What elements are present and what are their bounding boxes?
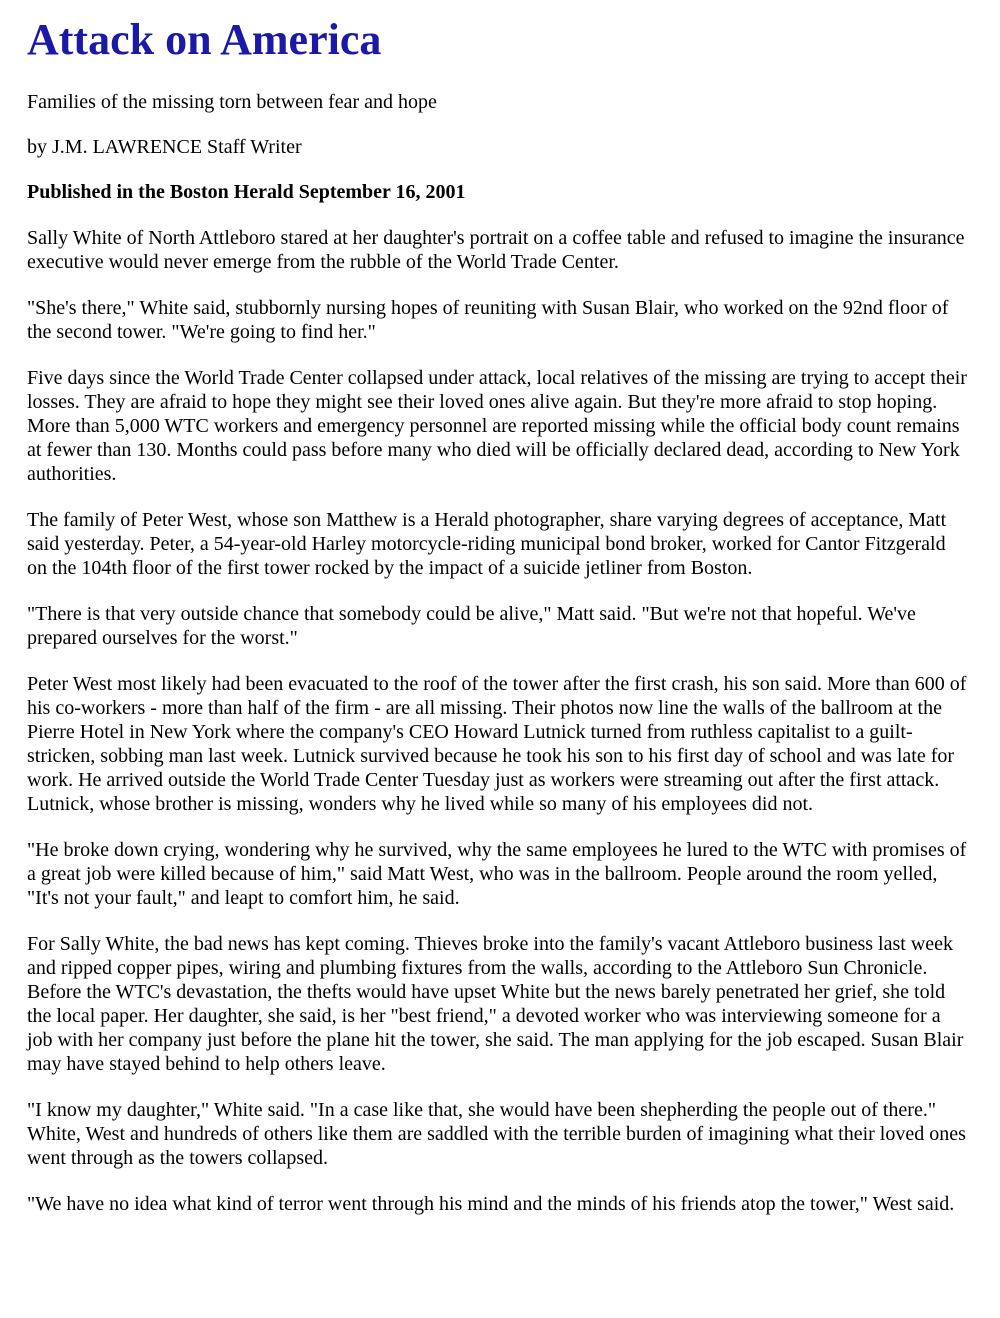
article	[27, 0, 967, 1216]
article-paragraph: "She's there," White said, stubbornly nursing hopes of reuniting with Susan Blair, who worked on the 92nd floor of the second tower. "We're going to find her."	[27, 297, 949, 343]
article-paragraph: "There is that very outside chance that somebody could be alive," Matt said. "But we're not that hopeful. We've prepared ourselves for the worst."	[27, 603, 916, 649]
article-byline: by J.M. LAWRENCE Staff Writer	[27, 136, 302, 158]
article-paragraph: Sally White of North Attleboro stared at her daughter's portrait on a coffee table and refused to imagine the insurance executive would never emerge from the rubble of the World Trade Center.	[27, 227, 965, 273]
article-paragraph: "He broke down crying, wondering why he survived, why the same employees he lured to the WTC with promises of a great job were killed because of him," said Matt West, who was in the ballroom. People around the room yelled, "It's not your fault," and leapt to comfort him, he said.	[27, 839, 967, 909]
publication-line: Published in the Boston Herald September 16, 2001	[27, 181, 466, 203]
article-paragraph: The family of Peter West, whose son Matthew is a Herald photographer, share varying degrees of acceptance, Matt said yesterday. Peter, a 54-year-old Harley motorcycle-riding municipal bond broker, worked for Cantor Fitzgerald on the 104th floor of the first tower rocked by the impact of a suicide jetliner from Boston.	[27, 509, 947, 579]
article-paragraph: "We have no idea what kind of terror went through his mind and the minds of his friends atop the tower," West said.	[27, 1193, 955, 1215]
article-paragraph: "I know my daughter," White said. "In a case like that, she would have been shepherding the people out of there." White, West and hundreds of others like them are saddled with the terrible burden of imagining what their loved ones went through as the towers collapsed.	[27, 1099, 966, 1169]
article-headline: Attack on America	[27, 15, 382, 64]
article-subhead: Families of the missing torn between fear and hope	[27, 91, 437, 113]
article-paragraph: For Sally White, the bad news has kept coming. Thieves broke into the family's vacant Attleboro business last week and ripped copper pipes, wiring and plumbing fixtures from the walls, according to the Attleboro Sun Chronicle. Before the WTC's devastation, the thefts would have upset White but the news barely penetrated her grief, she told the local paper. Her daughter, she said, is her "best friend," a devoted worker who was interviewing someone for a job with her company just before the plane hit the tower, she said. The man applying for the job escaped. Susan Blair may have stayed behind to help others leave.	[27, 933, 964, 1075]
article-paragraph: Peter West most likely had been evacuated to the roof of the tower after the first crash, his son said. More than 600 of his co-workers - more than half of the firm - are all missing. Their photos now line the walls of the ballroom at the Pierre Hotel in New York where the company's CEO Howard Lutnick turned from ruthless capitalist to a guilt-stricken, sobbing man last week. Lutnick survived because he took his son to his first day of school and was late for work. He arrived outside the World Trade Center Tuesday just as workers were streaming out after the first attack. Lutnick, whose brother is missing, wonders why he lived while so many of his employees did not.	[27, 673, 967, 815]
article-paragraph: Five days since the World Trade Center collapsed under attack, local relatives of the missing are trying to accept their losses. They are afraid to hope they might see their loved ones alive again. But they're more afraid to stop hoping. More than 5,000 WTC workers and emergency personnel are reported missing while the official body count remains at fewer than 130. Months could pass before many who died will be officially declared dead, according to New York authorities.	[27, 367, 967, 485]
